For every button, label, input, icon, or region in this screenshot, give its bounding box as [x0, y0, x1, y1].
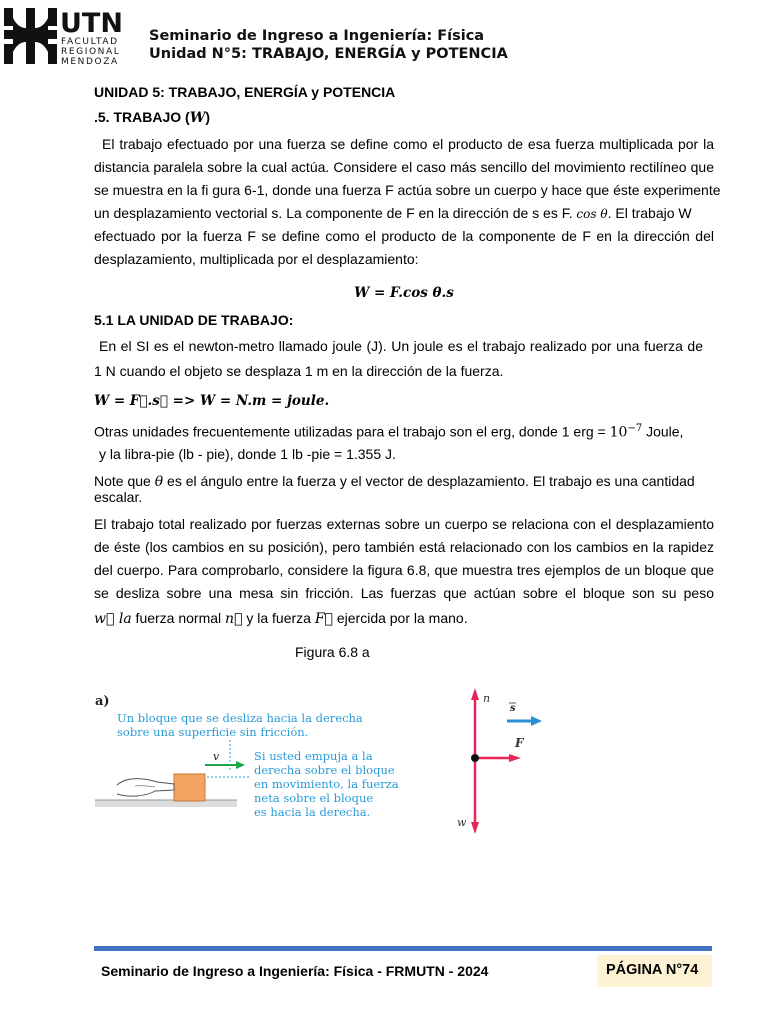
- section-5-1-heading: 5.1 LA UNIDAD DE TRABAJO:: [94, 312, 294, 328]
- logo-sub-facultad: FACULTAD: [61, 37, 119, 47]
- p4-text: Note que: [94, 473, 155, 489]
- figure-callout-4: neta sobre el bloque: [254, 791, 374, 805]
- p2-line-2: 1 N cuando el objeto se desplaza 1 m en la dirección de la fuerza.: [94, 363, 504, 379]
- weight-arrowhead-icon: [471, 822, 479, 834]
- p4-line-2: escalar.: [94, 489, 143, 505]
- normal-arrowhead-icon: [471, 688, 479, 700]
- p5-line-1: El trabajo total realizado por fuerzas externas sobre un cuerpo se relaciona con el desplazamiento: [94, 516, 714, 532]
- equation-work: W = F.cos θ.s: [354, 285, 454, 301]
- p2-line-1: En el SI es el newton-metro llamado joule (J). Un joule es el trabajo realizado por una fuerza de: [99, 338, 703, 354]
- sliding-block: [174, 774, 205, 801]
- section-5-text: .5. TRABAJO (: [94, 109, 190, 125]
- logo-sub-mendoza: MENDOZA: [61, 57, 119, 66]
- p3-text-end: Joule,: [642, 423, 684, 440]
- section-5-close: ): [205, 109, 211, 125]
- p5-weight-symbol: w⃗ la: [94, 611, 132, 627]
- footer-divider: [94, 946, 712, 951]
- p5-normal-symbol: n⃗: [225, 611, 243, 627]
- p5-text-c: ejercida por la mano.: [332, 610, 468, 626]
- p1-line-2: distancia paralela sobre la cual actúa. Considere el caso más sencillo del movimiento rectilíneo que: [94, 159, 714, 175]
- figure-callout-5: es hacia la derecha.: [254, 805, 371, 819]
- utn-logo: [4, 6, 138, 66]
- figure-caption: Figura 6.8 a: [295, 644, 370, 660]
- footer-text: Seminario de Ingreso a Ingeniería: Física - FRMUTN - 2024: [101, 963, 489, 979]
- particle-point: [471, 754, 479, 762]
- p5-line-2: de éste (los cambios en su posición), pero también está relacionado con los cambios en la rapidez: [94, 539, 714, 555]
- figure-callout-3: en movimiento, la fuerza: [254, 777, 399, 791]
- p5-text-b: y la fuerza: [242, 610, 315, 626]
- p3-power-exponent: −7: [627, 423, 643, 434]
- p1-line-4-math: cos θ: [572, 207, 608, 221]
- p1-line-4-end: . El trabajo W: [607, 205, 692, 221]
- header-line-1: Seminario de Ingreso a Ingeniería: Física: [149, 28, 485, 44]
- velocity-label: v: [213, 750, 220, 763]
- p1-line-4: [94, 205, 714, 223]
- unit-title: UNIDAD 5: TRABAJO, ENERGÍA y POTENCIA: [94, 84, 396, 100]
- p5-line-4: se desliza sobre una mesa sin fricción. Las fuerzas que actúan sobre el bloque son su peso: [94, 585, 714, 601]
- utn-emblem-icon: [4, 6, 138, 66]
- p3-text: Otras unidades frecuentemente utilizadas para el trabajo son el erg, donde 1 erg =: [94, 423, 610, 440]
- applied-force-label: F: [515, 736, 524, 750]
- table-surface: [95, 800, 237, 807]
- applied-force-arrowhead-icon: [509, 754, 521, 762]
- p1-line-3: se muestra en la fi gura 6-1, donde una fuerza F actúa sobre un cuerpo y hace que éste experimente: [94, 182, 721, 198]
- hand-finger-detail: [135, 786, 155, 787]
- p4-theta: θ: [154, 474, 164, 490]
- p5-force-symbol: F⃗: [314, 611, 333, 627]
- p1-line-6: desplazamiento, multiplicada por el desplazamiento:: [94, 251, 419, 267]
- figure-6-8a: [95, 690, 715, 840]
- weight-label: w: [457, 816, 467, 829]
- figure-text-1: Un bloque que se desliza hacia la derecha: [117, 711, 363, 725]
- equation-units: W = F⃗.s⃗ => W = N.m = joule.: [94, 393, 330, 409]
- section-5-symbol: W: [189, 110, 206, 126]
- header-line-2: Unidad N°5: TRABAJO, ENERGÍA y POTENCIA: [149, 46, 508, 62]
- normal-force-label: n: [483, 692, 491, 705]
- page-number: PÁGINA N°74: [606, 962, 699, 978]
- p3-power-base: 10: [609, 424, 628, 441]
- figure-callout-1: Si usted empuja a la: [254, 749, 373, 763]
- free-body-diagram: [445, 686, 565, 841]
- section-5-heading: [94, 109, 714, 127]
- figure-panel-label: a): [95, 694, 110, 709]
- logo-sub-regional: REGIONAL: [61, 47, 121, 57]
- logo-utn-text: UTN: [60, 8, 123, 39]
- displacement-arrowhead-icon: [531, 716, 542, 726]
- p1-line-1: El trabajo efectuado por una fuerza se define como el producto de esa fuerza multiplicada por la: [102, 136, 714, 152]
- p5-line-5: [94, 610, 714, 628]
- p1-line-5: efectuado por la fuerza F se define como el producto de la componente de F en la dirección del: [94, 228, 714, 244]
- p1-line-4-text: un desplazamiento vectorial s. La componente de F en la dirección de s es F.: [94, 205, 573, 221]
- pushing-hand-icon: [117, 779, 174, 797]
- velocity-arrowhead-icon: [236, 761, 245, 769]
- displacement-label: s: [510, 703, 516, 714]
- p3-line-1: [94, 420, 714, 442]
- figure-callout-2: derecha sobre el bloque: [254, 763, 395, 777]
- p3-line-2: y la libra-pie (lb - pie), donde 1 lb -pie = 1.355 J.: [99, 446, 396, 462]
- figure-text-2: sobre una superficie sin fricción.: [117, 725, 309, 739]
- p5-line-3: del cuerpo. Para comprobarlo, considere la figura 6.8, que muestra tres ejemplos de un bloque que: [94, 562, 714, 578]
- p4-text-end: es el ángulo entre la fuerza y el vector de desplazamiento. El trabajo es una cantidad: [163, 473, 695, 489]
- p5-text-a: fuerza normal: [131, 610, 226, 626]
